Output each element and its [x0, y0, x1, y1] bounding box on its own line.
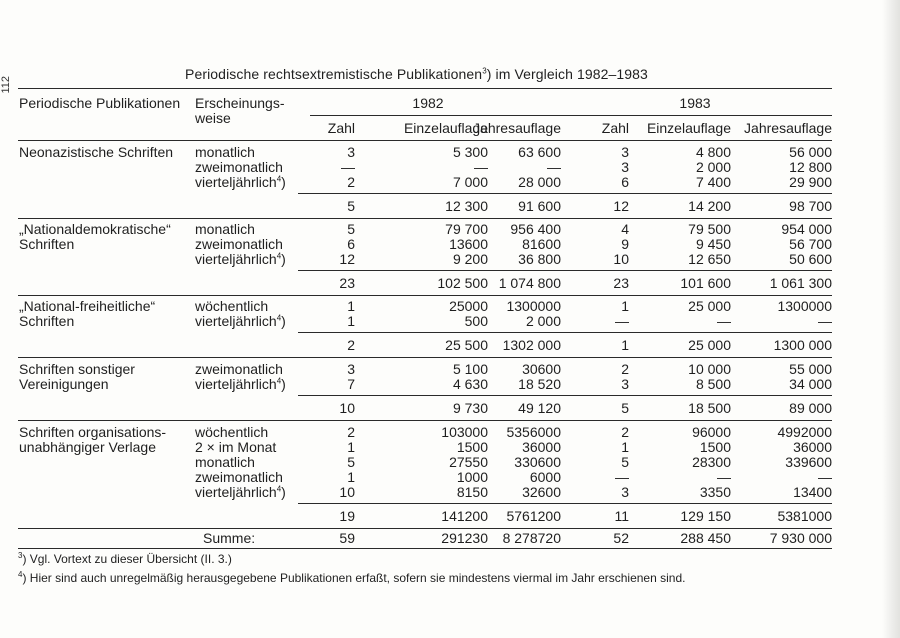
title-footnote-ref: 3 [482, 66, 487, 76]
header-publications: Periodische Publikationen [19, 95, 181, 111]
row-value: 32600 [522, 484, 561, 500]
row-erscheinungsweise: monatlich [195, 454, 255, 470]
subtotal-value: 1302 000 [502, 337, 561, 353]
subtotal-value: 1 061 300 [769, 275, 832, 291]
subtotal-value: 102 500 [437, 275, 488, 291]
row-value: 5 [621, 454, 629, 470]
row-value: 2 000 [525, 313, 561, 329]
group-name: Schriften organisations- [19, 424, 167, 440]
row-value: 3 [621, 484, 629, 500]
row-value: 55 000 [789, 361, 832, 377]
row-value: 63 600 [518, 144, 561, 160]
group-name: Vereinigungen [19, 376, 109, 392]
group-separator [18, 357, 832, 358]
subtotal-value: 19 [339, 508, 355, 524]
subtotal-value: 91 600 [518, 198, 561, 214]
row-value: 2 000 [695, 159, 731, 175]
row-value: 5 100 [452, 361, 488, 377]
row-value: 13600 [449, 236, 488, 252]
subtotal-value: 5381000 [777, 508, 832, 524]
row-value: — [717, 313, 731, 329]
header-erscheinungsweise: Erscheinungs- [195, 95, 285, 111]
subtotal-value: 101 600 [680, 275, 731, 291]
group-name: Schriften sonstiger [19, 361, 135, 377]
footnote-3-text: ) Vgl. Vortext zu dieser Übersicht (II. 3.) [22, 552, 232, 566]
row-value: 5 300 [452, 144, 488, 160]
subtotal-value: 5 [621, 400, 629, 416]
subtotal-value: 11 [614, 508, 629, 524]
group-separator [18, 420, 832, 421]
row-erscheinungsweise: vierteljährlich$^4$) [195, 251, 286, 267]
subtotal-value: 23 [613, 275, 629, 291]
row-value: 25 000 [688, 298, 731, 314]
row-value: 500 [464, 313, 488, 329]
subtotal-value: 129 150 [680, 508, 731, 524]
row-erscheinungsweise: zweimonatlich [195, 159, 283, 175]
subtotal-value: 12 300 [445, 198, 488, 214]
row-value: 28 000 [518, 174, 561, 190]
header-bottom-rule [18, 140, 832, 141]
table-bottom-rule [18, 548, 832, 549]
group-separator [18, 528, 832, 529]
row-value: 1500 [699, 439, 731, 455]
row-erscheinungsweise: monatlich [195, 144, 255, 160]
header-jahresauflage-1982: Jahresauflage [473, 120, 561, 136]
row-value: 3 [621, 144, 629, 160]
row-value: 1300000 [506, 298, 561, 314]
table-top-rule [18, 88, 832, 89]
row-value: 25000 [449, 298, 488, 314]
summe-value: 59 [339, 530, 355, 546]
row-value: 18 520 [518, 376, 561, 392]
group-name: Neonazistische Schriften [19, 144, 174, 160]
subtotal-rule [298, 503, 832, 504]
row-erscheinungsweise: zweimonatlich [195, 361, 283, 377]
row-value: 56 700 [789, 236, 832, 252]
row-erscheinungsweise: wöchentlich [195, 298, 269, 314]
row-value: 103000 [441, 424, 488, 440]
subtotal-value: 25 000 [688, 337, 731, 353]
row-erscheinungsweise: wöchentlich [195, 424, 269, 440]
row-value: 4992000 [777, 424, 832, 440]
row-value: 7 400 [695, 174, 731, 190]
row-value: 29 900 [789, 174, 832, 190]
row-value: 7 000 [452, 174, 488, 190]
subtotal-value: 5 [347, 198, 355, 214]
row-value: — [615, 469, 629, 485]
row-value: 4 [621, 221, 629, 237]
row-value: 10 [339, 484, 355, 500]
row-value: — [717, 469, 731, 485]
subtotal-value: 10 [339, 400, 355, 416]
subtotal-value: 5761200 [506, 508, 561, 524]
row-value: 956 400 [510, 221, 561, 237]
row-value: — [818, 469, 832, 485]
row-value: 1 [347, 298, 355, 314]
group-name: unabhängiger Verlage [19, 439, 157, 455]
row-value: — [818, 313, 832, 329]
header-year-1983: 1983 [679, 95, 711, 111]
row-value: 12 650 [688, 251, 731, 267]
header-zahl-1982: Zahl [327, 120, 355, 136]
summe-value: 7 930 000 [769, 530, 832, 546]
row-value: 96000 [692, 424, 731, 440]
subtotal-value: 98 700 [789, 198, 832, 214]
subtotal-value: 9 730 [452, 400, 488, 416]
group-name: „National-freiheitliche“ [19, 298, 156, 314]
group-name: „Nationaldemokratische“ [19, 221, 171, 237]
row-value: 1 [347, 469, 355, 485]
subtotal-value: 49 120 [518, 400, 561, 416]
row-value: 1300000 [777, 298, 832, 314]
summe-value: 291230 [441, 530, 488, 546]
row-value: 5356000 [506, 424, 561, 440]
subtotal-value: 18 500 [688, 400, 731, 416]
row-value: 79 500 [688, 221, 731, 237]
subtotal-value: 12 [613, 198, 629, 214]
row-value: 81600 [522, 236, 561, 252]
header-jahresauflage-1983: Jahresauflage [744, 120, 832, 136]
row-value: 12 [339, 251, 355, 267]
row-value: 9 200 [452, 251, 488, 267]
row-value: 5 [347, 454, 355, 470]
row-value: 2 [621, 424, 629, 440]
subtotal-rule [298, 270, 832, 271]
row-value: 10 000 [688, 361, 731, 377]
year-rule [310, 115, 832, 116]
row-value: 1 [621, 298, 629, 314]
footnote-3 [18, 552, 232, 566]
table-title [185, 66, 648, 82]
header-erscheinungsweise-2: weise [195, 110, 231, 126]
row-value: 1 [621, 439, 629, 455]
row-value: 9 [621, 236, 629, 252]
row-value: 50 600 [789, 251, 832, 267]
subtotal-value: 23 [339, 275, 355, 291]
row-value: 3 [347, 361, 355, 377]
row-value: 34 000 [789, 376, 832, 392]
summe-value: 288 450 [680, 530, 731, 546]
footnote-3-mark: 3 [18, 551, 23, 560]
group-name: Schriften [19, 313, 75, 329]
subtotal-rule [298, 193, 832, 194]
row-erscheinungsweise: zweimonatlich [195, 236, 283, 252]
row-value: 3 [621, 376, 629, 392]
group-separator [18, 218, 832, 219]
row-erscheinungsweise: vierteljährlich$^4$) [195, 174, 286, 190]
header-einzelauflage-1982: Einzelauflage [403, 120, 488, 136]
footnote-ref: 4 [276, 251, 282, 261]
row-value: 3 [347, 144, 355, 160]
row-value: 36 800 [518, 251, 561, 267]
row-value: 13400 [793, 484, 832, 500]
group-separator [18, 295, 832, 296]
row-erscheinungsweise: 2 × im Monat [195, 439, 277, 455]
row-value: 954 000 [781, 221, 832, 237]
footnote-4 [18, 571, 685, 585]
footnote-ref: 4 [276, 376, 282, 386]
title-suffix: ) im Vergleich 1982–1983 [486, 66, 648, 82]
row-erscheinungsweise: zweimonatlich [195, 469, 283, 485]
row-value: 1000 [456, 469, 488, 485]
group-name: Schriften [19, 236, 75, 252]
row-value: 5 [347, 221, 355, 237]
page-edge-shadow [882, 0, 900, 638]
row-value: 1500 [456, 439, 488, 455]
row-erscheinungsweise: vierteljährlich$^4$) [195, 484, 286, 500]
row-value: 30600 [522, 361, 561, 377]
row-value: 1 [347, 439, 355, 455]
row-value: 56 000 [789, 144, 832, 160]
footnote-ref: 4 [276, 484, 282, 494]
title-text: Periodische rechtsextremistische Publikationen [185, 66, 483, 82]
summe-value: 8 278720 [502, 530, 561, 546]
summe-label: Summe: [203, 530, 256, 546]
row-value: 9 450 [695, 236, 731, 252]
row-value: 79 700 [445, 221, 488, 237]
row-value: — [474, 159, 488, 175]
footnote-4-mark: 4 [18, 570, 23, 579]
row-erscheinungsweise: vierteljährlich$^4$) [195, 313, 286, 329]
subtotal-value: 1300 000 [773, 337, 832, 353]
row-erscheinungsweise: vierteljährlich$^4$) [195, 376, 286, 392]
row-value: 8150 [456, 484, 488, 500]
row-value: 1 [347, 313, 355, 329]
row-value: 4 800 [695, 144, 731, 160]
footnote-ref: 4 [276, 174, 282, 184]
header-einzelauflage-1983: Einzelauflage [646, 120, 731, 136]
page-number: 112 [0, 76, 12, 94]
row-value: — [547, 159, 561, 175]
row-value: 330600 [514, 454, 561, 470]
subtotal-rule [298, 332, 832, 333]
row-value: 27550 [449, 454, 488, 470]
row-value: 3 [621, 159, 629, 175]
row-value: 4 630 [452, 376, 488, 392]
row-value: 10 [613, 251, 629, 267]
row-value: 2 [347, 424, 355, 440]
subtotal-value: 89 000 [789, 400, 832, 416]
summe-value: 52 [613, 530, 629, 546]
row-value: 3350 [699, 484, 731, 500]
row-value: 8 500 [695, 376, 731, 392]
row-value: 36000 [793, 439, 832, 455]
row-value: 2 [347, 174, 355, 190]
footnote-4-text: ) Hier sind auch unregelmäßig herausgegebene Publikationen erfaßt, sofern sie mindestens viermal im Jahr erschienen sind. [22, 571, 686, 585]
row-erscheinungsweise: monatlich [195, 221, 255, 237]
row-value: 36000 [522, 439, 561, 455]
row-value: — [341, 159, 355, 175]
subtotal-value: 2 [347, 337, 355, 353]
row-value: 12 800 [789, 159, 832, 175]
footnote-ref: 4 [276, 313, 282, 323]
subtotal-value: 25 500 [445, 337, 488, 353]
row-value: 7 [347, 376, 355, 392]
subtotal-value: 1 074 800 [498, 275, 561, 291]
row-value: 6000 [529, 469, 561, 485]
header-zahl-1983: Zahl [601, 120, 629, 136]
subtotal-rule [298, 395, 832, 396]
row-value: — [615, 313, 629, 329]
row-value: 6 [347, 236, 355, 252]
subtotal-value: 1 [621, 337, 629, 353]
row-value: 28300 [692, 454, 731, 470]
header-year-1982: 1982 [412, 95, 444, 111]
subtotal-value: 14 200 [688, 198, 731, 214]
row-value: 2 [621, 361, 629, 377]
row-value: 6 [621, 174, 629, 190]
subtotal-value: 141200 [441, 508, 488, 524]
row-value: 339600 [785, 454, 832, 470]
